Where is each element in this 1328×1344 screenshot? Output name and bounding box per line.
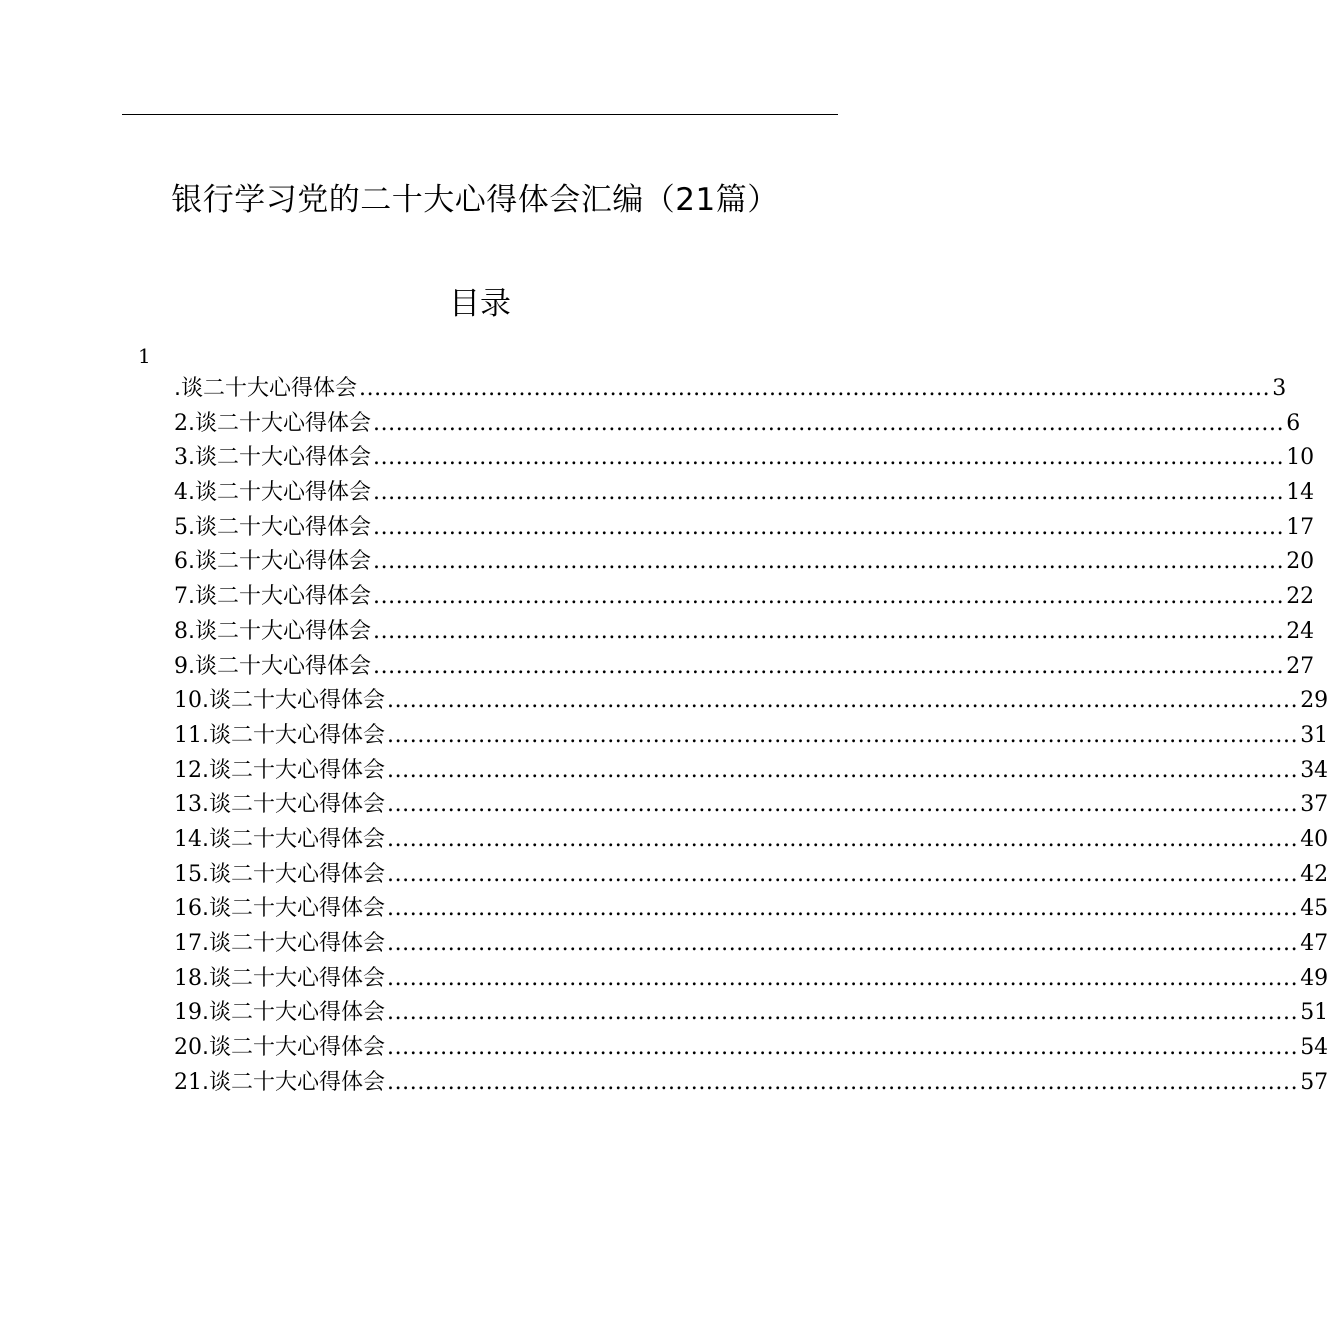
toc-entry[interactable]: [174, 754, 1328, 789]
toc-entry-title: [174, 476, 371, 511]
toc-dot-leader: ........................................................................................................................: [373, 618, 1285, 644]
toc-entry-page: 40: [1300, 826, 1328, 852]
toc-entry[interactable]: [174, 892, 1328, 927]
toc-entry-number: 18: [174, 965, 202, 991]
toc-entry-page: 37: [1300, 792, 1328, 818]
toc-entry[interactable]: [174, 441, 1315, 476]
toc-entry-number: 19: [174, 1000, 202, 1026]
toc-entry-text: .谈二十大心得体会: [202, 792, 385, 818]
header-rule: [122, 114, 838, 115]
toc-entry-page: 29: [1300, 688, 1328, 714]
toc-entry[interactable]: [174, 476, 1315, 511]
toc-dot-leader: ........................................................................................................................: [387, 896, 1299, 922]
toc-entry[interactable]: [174, 823, 1328, 858]
toc-entry-text: .谈二十大心得体会: [202, 965, 385, 991]
toc-dot-leader: ........................................................................................................................: [387, 826, 1299, 852]
toc-entry[interactable]: [174, 580, 1315, 615]
toc-dot-leader: ........................................................................................................................: [387, 1069, 1299, 1095]
toc-dot-leader: ........................................................................................................................: [387, 792, 1299, 818]
toc-dot-leader: ........................................................................................................................: [387, 1035, 1299, 1061]
toc-entry-title: [174, 580, 371, 615]
toc-entry-page: 42: [1300, 861, 1328, 887]
toc-entry-title: [174, 962, 385, 997]
toc-entry-number: 7: [174, 584, 188, 610]
toc-dot-leader: ........................................................................................................................: [373, 480, 1285, 506]
toc-entry-text: .谈二十大心得体会: [202, 931, 385, 956]
toc-entry[interactable]: [174, 1066, 1328, 1101]
toc-entry-title: [174, 650, 371, 685]
toc-entry[interactable]: [174, 996, 1328, 1031]
table-of-contents: [174, 372, 1328, 1100]
toc-entry-number: 15: [174, 861, 202, 887]
toc-entry-title: [174, 754, 385, 789]
toc-entry-text: .谈二十大心得体会: [202, 826, 385, 852]
toc-entry-number: 8: [174, 618, 188, 644]
toc-entry-number: 20: [174, 1035, 202, 1061]
toc-dot-leader: ........................................................................................................................: [373, 584, 1285, 610]
toc-entry-number: 11: [174, 722, 202, 748]
toc-entry-text: .谈二十大心得体会: [174, 376, 357, 401]
toc-entry-title: [174, 407, 371, 442]
toc-dot-leader: ........................................................................................................................: [373, 549, 1285, 575]
toc-dot-leader: ........................................................................................................................: [387, 688, 1299, 714]
toc-entry-text: .谈二十大心得体会: [188, 445, 371, 471]
toc-entry[interactable]: [174, 962, 1328, 997]
toc-entry-page: 20: [1286, 549, 1315, 575]
toc-entry-number: 2: [174, 410, 188, 436]
toc-dot-leader: ........................................................................................................................: [387, 722, 1299, 748]
toc-dot-leader: ........................................................................................................................: [387, 861, 1299, 887]
toc-entry[interactable]: [174, 788, 1328, 823]
toc-entry-number: 16: [174, 896, 202, 922]
toc-entry[interactable]: [174, 372, 1287, 407]
toc-entry-page: 17: [1286, 514, 1315, 540]
toc-entry-title: [174, 511, 371, 546]
toc-entry-text: .谈二十大心得体会: [202, 896, 385, 922]
toc-entry-text: .谈二十大心得体会: [202, 1035, 385, 1061]
toc-entry-number: 17: [174, 931, 202, 956]
toc-entry-page: 51: [1300, 1000, 1328, 1026]
toc-entry-page: 47: [1300, 931, 1328, 956]
toc-entry-title: [174, 719, 385, 754]
toc-entry-text: .谈二十大心得体会: [188, 410, 371, 436]
toc-entry-page: 10: [1286, 445, 1315, 471]
toc-entry[interactable]: [174, 927, 1328, 962]
toc-dot-leader: ........................................................................................................................: [387, 1000, 1299, 1026]
toc-dot-leader: ........................................................................................................................: [387, 757, 1299, 783]
toc-entry-number: 5: [174, 514, 188, 540]
toc-entry-title: [174, 892, 385, 927]
toc-entry-page: 45: [1300, 896, 1328, 922]
document-title: 银行学习党的二十大心得体会汇编（21篇）: [171, 182, 779, 218]
toc-entry-page: 14: [1286, 480, 1315, 506]
toc-entry[interactable]: [174, 719, 1328, 754]
toc-entry-page: 57: [1300, 1069, 1328, 1095]
toc-entry-title: [174, 927, 385, 962]
toc-entry[interactable]: [174, 858, 1328, 893]
toc-entry[interactable]: [174, 1031, 1328, 1066]
toc-entry-page: 31: [1300, 722, 1328, 748]
toc-entry-text: .谈二十大心得体会: [188, 584, 371, 610]
toc-entry-page: 3: [1272, 376, 1287, 401]
toc-entry-page: 49: [1300, 965, 1328, 991]
toc-entry-number: 14: [174, 826, 202, 852]
toc-entry[interactable]: [174, 545, 1315, 580]
toc-entry-text: .谈二十大心得体会: [188, 514, 371, 540]
toc-dot-leader: ........................................................................................................................: [373, 445, 1285, 471]
toc-entry-page: 6: [1286, 410, 1301, 436]
toc-entry[interactable]: [174, 650, 1315, 685]
toc-heading: 目录: [449, 286, 511, 322]
toc-entry-title: [174, 545, 371, 580]
toc-entry-text: .谈二十大心得体会: [188, 549, 371, 575]
toc-entry-text: .谈二十大心得体会: [188, 618, 371, 644]
toc-dot-leader: ........................................................................................................................: [387, 965, 1299, 991]
toc-entry-number: 9: [174, 653, 188, 679]
toc-entry-title: [174, 858, 385, 893]
toc-entry-number: 10: [174, 688, 202, 714]
toc-entry-number: 6: [174, 549, 188, 575]
toc-entry-title: [174, 1066, 385, 1101]
toc-entry-title: [174, 996, 385, 1031]
toc-entry-number: 13: [174, 792, 202, 818]
toc-entry-text: .谈二十大心得体会: [202, 1069, 385, 1095]
toc-entry-title: [174, 788, 385, 823]
toc-entry-title: [174, 684, 385, 719]
toc-entry-text: .谈二十大心得体会: [202, 722, 385, 748]
toc-first-entry-number: 1: [138, 344, 151, 368]
toc-entry-text: .谈二十大心得体会: [188, 653, 371, 679]
toc-dot-leader: ........................................................................................................................: [359, 376, 1271, 401]
toc-entry-text: .谈二十大心得体会: [202, 757, 385, 783]
toc-entry-title: [174, 615, 371, 650]
toc-dot-leader: ........................................................................................................................: [373, 514, 1285, 540]
toc-entry-number: 3: [174, 445, 188, 471]
toc-entry-text: .谈二十大心得体会: [202, 1000, 385, 1026]
toc-entry-number: 12: [174, 757, 202, 783]
toc-entry-page: 27: [1286, 653, 1315, 679]
toc-entry-page: 22: [1286, 584, 1315, 610]
toc-entry-title: [174, 441, 371, 476]
toc-entry[interactable]: [174, 684, 1328, 719]
toc-entry-number: 4: [174, 480, 188, 506]
toc-entry-title: [174, 372, 357, 407]
toc-dot-leader: ........................................................................................................................: [387, 931, 1299, 956]
toc-entry[interactable]: [174, 407, 1301, 442]
toc-entry-page: 24: [1286, 618, 1315, 644]
toc-entry-number: 21: [174, 1069, 202, 1095]
toc-entry-text: .谈二十大心得体会: [188, 480, 371, 506]
toc-entry-title: [174, 823, 385, 858]
toc-entry[interactable]: [174, 615, 1315, 650]
toc-entry-title: [174, 1031, 385, 1066]
toc-entry-page: 54: [1300, 1035, 1328, 1061]
toc-entry[interactable]: [174, 511, 1315, 546]
toc-dot-leader: ........................................................................................................................: [373, 653, 1285, 679]
toc-entry-page: 34: [1300, 757, 1328, 783]
toc-entry-text: .谈二十大心得体会: [202, 688, 385, 714]
toc-entry-text: .谈二十大心得体会: [202, 861, 385, 887]
toc-dot-leader: ........................................................................................................................: [373, 410, 1285, 436]
